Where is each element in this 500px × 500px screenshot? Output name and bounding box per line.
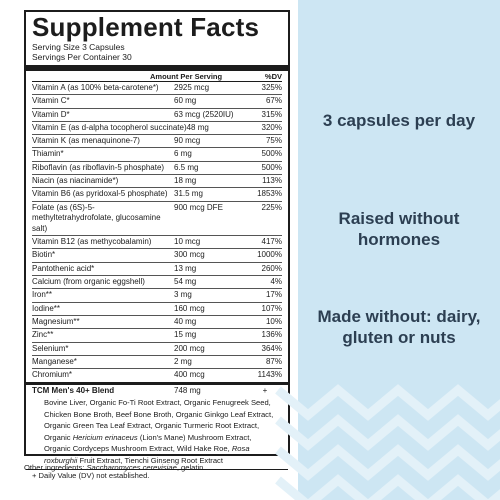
- nutrient-row: [32, 356, 282, 369]
- nutrient-dv: 225%: [261, 202, 282, 212]
- dv-footnote: + Daily Value (DV) not established.: [32, 471, 150, 481]
- nutrient-row: [32, 329, 282, 342]
- blend-dv: +: [262, 386, 268, 396]
- nutrient-dv: 4%: [270, 277, 282, 287]
- chevron-pattern: [298, 370, 500, 500]
- nutrient-amount: 200 mcg: [174, 343, 205, 353]
- claims-panel: [298, 0, 500, 500]
- blend-ingredients-italic: Rosa roxburghii: [44, 444, 250, 465]
- nutrient-name: Vitamin D*: [32, 109, 70, 119]
- nutrient-dv: 320%: [261, 122, 282, 132]
- nutrient-amount: 2925 mcg: [174, 83, 210, 92]
- nutrient-dv: 315%: [261, 109, 282, 119]
- nutrient-row: [32, 303, 282, 316]
- nutrient-name: Calcium (from organic eggshell): [32, 277, 145, 287]
- nutrient-amount: 18 mg: [174, 176, 197, 186]
- nutrient-amount: 90 mcg: [174, 136, 201, 146]
- nutrient-name: Vitamin B12 (as methycobalamin): [32, 237, 152, 247]
- nutrient-row: [32, 95, 282, 108]
- nutrient-name: Riboflavin (as riboflavin-5 phosphate): [32, 162, 165, 172]
- nutrient-row: [32, 148, 282, 161]
- nutrient-dv: 1143%: [257, 370, 282, 380]
- nutrient-row: [32, 343, 282, 356]
- nutrient-row: [32, 316, 282, 329]
- nutrient-dv: 17%: [265, 290, 282, 300]
- nutrient-row: [32, 369, 282, 381]
- blend-ingredients-italic: Hericium erinaceus: [72, 432, 138, 442]
- nutrient-name: Iron**: [32, 290, 53, 300]
- nutrient-amount: 54 mg: [174, 277, 197, 287]
- nutrient-amount: 13 mg: [174, 263, 197, 273]
- dv-header: %DV: [264, 72, 282, 81]
- nutrient-name: Vitamin C*: [32, 96, 70, 106]
- blend-name: TCM Men's 40+ Blend: [32, 386, 115, 396]
- blend-ingredients-text: (Lion's Mane) Mushroom Extract, Organic Cordyceps Mushroom Extract, Wild Hake Roe,: [44, 432, 252, 454]
- nutrient-amount: 6 mg: [174, 149, 192, 159]
- nutrient-amount: 3 mg: [174, 290, 192, 300]
- nutrient-row: [32, 188, 282, 201]
- nutrient-amount: 63 mcg (2520IU): [174, 109, 234, 119]
- nutrient-dv: 136%: [261, 330, 282, 340]
- nutrient-dv: 10%: [265, 316, 282, 326]
- nutrient-dv: 87%: [265, 356, 282, 366]
- claim-hormones: Raised without hormones: [338, 209, 460, 249]
- nutrient-name: Magnesium**: [32, 316, 80, 326]
- nutrient-amount: 2 mg: [174, 356, 192, 366]
- nutrient-dv: 260%: [261, 263, 282, 273]
- nutrient-amount: 300 mcg: [174, 250, 205, 260]
- nutrient-row: [32, 249, 282, 262]
- nutrient-amount: 48 mg: [186, 122, 209, 132]
- nutrient-name: Chromium*: [32, 370, 73, 380]
- nutrient-name: Pantothenic acid*: [32, 263, 95, 273]
- other-ingredients-prefix: Other ingredients:: [24, 463, 87, 472]
- facts-title: Supplement Facts: [32, 12, 260, 42]
- nutrient-row: [32, 109, 282, 122]
- other-ingredients: [24, 462, 294, 474]
- nutrient-row: [32, 135, 282, 148]
- nutrient-amount: 60 mg: [174, 96, 197, 106]
- nutrient-dv: 75%: [265, 136, 282, 146]
- nutrient-dv: 364%: [261, 343, 282, 353]
- blend-row: [32, 385, 282, 397]
- nutrient-name: Vitamin A (as 100% beta-carotene*): [32, 83, 159, 92]
- nutrient-name: Selenium*: [32, 343, 69, 353]
- nutrient-amount: 6.5 mg: [174, 162, 199, 172]
- nutrient-row: [32, 202, 282, 237]
- nutrient-row: [32, 162, 282, 175]
- nutrient-dv: 1000%: [257, 250, 282, 260]
- nutrient-name: Vitamin B6 (as pyridoxal-5 phosphate): [32, 189, 168, 199]
- blend-amount: 748 mg: [174, 386, 201, 396]
- nutrient-row: [32, 289, 282, 302]
- nutrient-amount: 15 mg: [174, 330, 197, 340]
- nutrient-row: [32, 263, 282, 276]
- other-ingredients-italic: Saccharomyces cerevisiae: [86, 463, 177, 472]
- nutrient-name: Thiamin*: [32, 149, 64, 159]
- nutrient-dv: 107%: [261, 303, 282, 313]
- claim-capsules: 3 capsules per day: [322, 111, 476, 130]
- nutrient-amount: 900 mcg DFE: [174, 202, 223, 212]
- nutrient-row: [32, 175, 282, 188]
- nutrient-dv: 1853%: [257, 189, 282, 199]
- nutrient-dv: 325%: [261, 83, 282, 92]
- nutrient-dv: 67%: [265, 96, 282, 106]
- serving-size: Serving Size 3 Capsules: [32, 42, 125, 52]
- blend-ingredients: [32, 397, 282, 466]
- nutrient-name: Vitamin K (as menaquinone-7): [32, 136, 140, 146]
- nutrient-amount: 40 mg: [174, 316, 197, 326]
- facts-header: [32, 71, 282, 82]
- nutrient-dv: 500%: [261, 149, 282, 159]
- nutrient-name: Niacin (as niacinamide*): [32, 176, 119, 186]
- nutrient-row: [32, 236, 282, 249]
- nutrient-rows: [32, 82, 282, 381]
- nutrient-row: [32, 276, 282, 289]
- servings-per-container: Servings Per Container 30: [32, 52, 132, 62]
- nutrient-name: Vitamin E (as d-alpha tocopherol succinate): [32, 122, 187, 132]
- nutrient-dv: 113%: [262, 176, 282, 186]
- nutrient-name: Biotin*: [32, 250, 56, 260]
- claim-made-without: Made without: dairy, gluten or nuts: [317, 307, 481, 347]
- nutrient-name: Folate (as (6S)-5-methyltetrahydrofolate, glucosamine salt): [32, 202, 161, 233]
- blend-ingredients-text: Bovine Liver, Organic Fo-Ti Root Extract, Organic Fenugreek Seed, Chicken Bone Broth, Beef Bone Broth, Organic Ginkgo Leaf Extract, Organic Green Tea Leaf Extract, Organic Turmeric Root Extract, Organic: [44, 398, 274, 442]
- nutrient-name: Manganese*: [32, 356, 77, 366]
- nutrient-dv: 417%: [261, 237, 282, 247]
- nutrient-amount: 400 mcg: [174, 370, 205, 380]
- nutrient-name: Iodine**: [32, 303, 61, 313]
- nutrient-amount: 10 mcg: [174, 237, 201, 247]
- nutrient-amount: 31.5 mg: [174, 189, 203, 199]
- nutrient-row: [32, 82, 282, 95]
- nutrient-row: [32, 122, 282, 135]
- blend-ingredients-text: Fruit Extract, Tienchi Ginseng Root Extract: [77, 455, 223, 465]
- nutrient-dv: 500%: [261, 162, 282, 172]
- amount-header: Amount Per Serving: [150, 72, 223, 81]
- nutrient-amount: 160 mcg: [174, 303, 205, 313]
- nutrient-name: Zinc**: [32, 330, 54, 340]
- other-ingredients-suffix: , gelatin.: [176, 463, 206, 472]
